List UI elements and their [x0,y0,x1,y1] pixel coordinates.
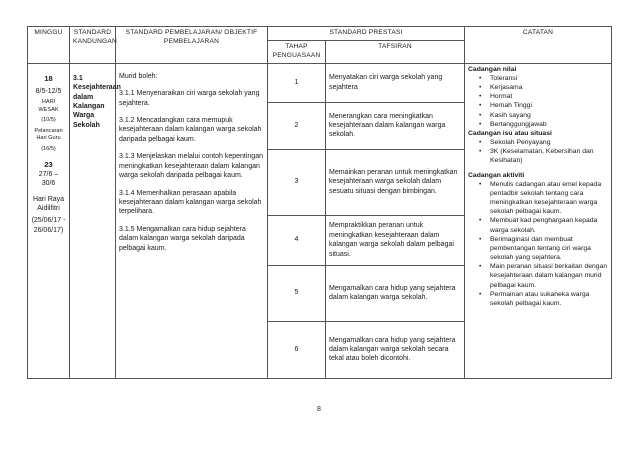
list-item: • Kasih sayang [468,111,608,120]
tahap-cell: 5 [268,265,326,321]
header-standard-pembelajaran: STANDARD PEMBELAJARAN/ OBJEKTIF PEMBELAJARAN [116,27,268,64]
standard-kandungan-cell [70,63,121,378]
list-item: • Toleransi [468,74,608,83]
list-item: • Bertanggungjawab [468,120,608,129]
tafsiran-cell: Mempraktikkan peranan untuk meningkatkan kesejahteraan dalam kalangan warga sekolah dalam pelbagai situasi. [326,215,465,265]
holiday-date: (10/5) [41,117,56,124]
event-label: Pelancaran Hari Guru [34,127,63,142]
objektif-item: 3.1.4 Memerihalkan perasaan apabila kesejahteraan dalam kalangan warga sekolah terpelihara. [119,189,262,216]
isu-list [468,138,608,166]
tafsiran-cell: Mengamalkan cara hidup yang sejahtera dalam kalangan warga sekolah. [326,265,465,321]
nilai-heading: Cadangan nilai [468,65,517,73]
tahap-cell: 6 [268,321,326,378]
header-standard-kandungan: STANDARD KANDUNGAN [70,27,116,64]
holiday-date: (25/06/17 - 26/06/17) [31,217,66,234]
holiday-label: Hari Raya Aidilfitri [32,195,65,212]
objektif-item: 3.1.1 Menyenaraikan ciri warga sekolah yang sejahtera. [119,90,260,107]
lesson-plan-table [27,26,612,379]
catatan-cell [465,63,612,378]
list-item: • Sekolah Penyayang [468,138,608,147]
header-tahap: TAHAP PENGUASAAN [268,40,326,63]
standard-kandungan-text: 3.1 Kesejahteraan dalam Kalangan Warga Sekolah [73,74,121,129]
minggu-cell [28,63,70,378]
tafsiran-cell: Memainkan peranan untuk meningkatkan kesejahteraan warga sekolah dalam sesuatu situasi dengan bimbingan. [326,149,465,215]
holiday-label: HARI WESAK [38,99,59,113]
objektif-item: Murid boleh: [119,72,158,80]
nilai-list [468,74,608,129]
tahap-cell: 2 [268,102,326,149]
isu-heading: Cadangan isu atau situasi [468,129,552,137]
tahap-cell: 3 [268,149,326,215]
week-dates: 27/6 – 30/6 [38,170,59,188]
list-item: • Kerjasama [468,83,608,92]
list-item: • Hemah Tinggi [468,101,608,110]
week-number: 23 [44,159,53,169]
objektif-cell [116,63,268,378]
objektif-item: 3.1.3 Menjelaskan melalui contoh kepentingan meningkatkan kesejahteraan dalam kalangan warga sekolah daripada pelbagai kaum. [119,153,263,180]
aktiviti-heading: Cadangan aktiviti [468,171,525,179]
tahap-cell: 4 [268,215,326,265]
list-item: • Hormat [468,92,608,101]
tafsiran-cell: Menyatakan ciri warga sekolah yang sejahtera [326,63,465,102]
tafsiran-cell: Mengamalkan cara hidup yang sejahtera dalam kalangan warga sekolah secara tekal atau boleh dicontohi. [326,321,465,378]
header-catatan: CATATAN [465,27,612,64]
week-dates: 8/5-12/5 [35,87,62,95]
event-date: (16/5) [41,145,56,152]
aktiviti-list [468,180,608,308]
page-number: 8 [317,406,321,413]
objektif-item: 3.1.5 Mengamalkan cara hidup sejahtera dalam kalangan warga sekolah daripada pelbagai kaum. [119,225,246,252]
tahap-cell: 1 [268,63,326,102]
objektif-item: 3.1.2 Mencadangkan cara memupuk kesejahteraan dalam kalangan warga sekolah daripada pelbagai kaum. [119,116,262,143]
list-item: • Berimaginasi dan membuat pembentangan tentang ciri warga sekolah yang sejahtera. [468,235,608,263]
list-item: • Main peranan situasi berkaitan dengan kesejahteraan dalam kalangan murid pelbagai kaum. [468,262,608,290]
header-tafsiran: TAFSIRAN [326,40,465,63]
header-minggu: MINGGU [28,27,70,64]
tafsiran-cell: Menerangkan cara meningkatkan kesejahteraan dalam kalangan warga sekolah. [326,102,465,149]
list-item: • Menulis cadangan atau emel kepada pentadbir sekolah tentang cara meningkatkan kesejahteraan warga sekolah pelbagai kaum. [468,180,608,217]
list-item: • 3K (Keselamatan, Kebersihan dan Kesihatan) [468,147,608,165]
list-item: • Membuat kad penghargaan kepada warga sekolah. [468,216,608,234]
header-standard-prestasi: STANDARD PRESTASI [268,27,465,41]
list-item: • Permainan atau sukaneka warga sekolah pelbagai kaum. [468,290,608,308]
week-number: 18 [44,73,53,83]
